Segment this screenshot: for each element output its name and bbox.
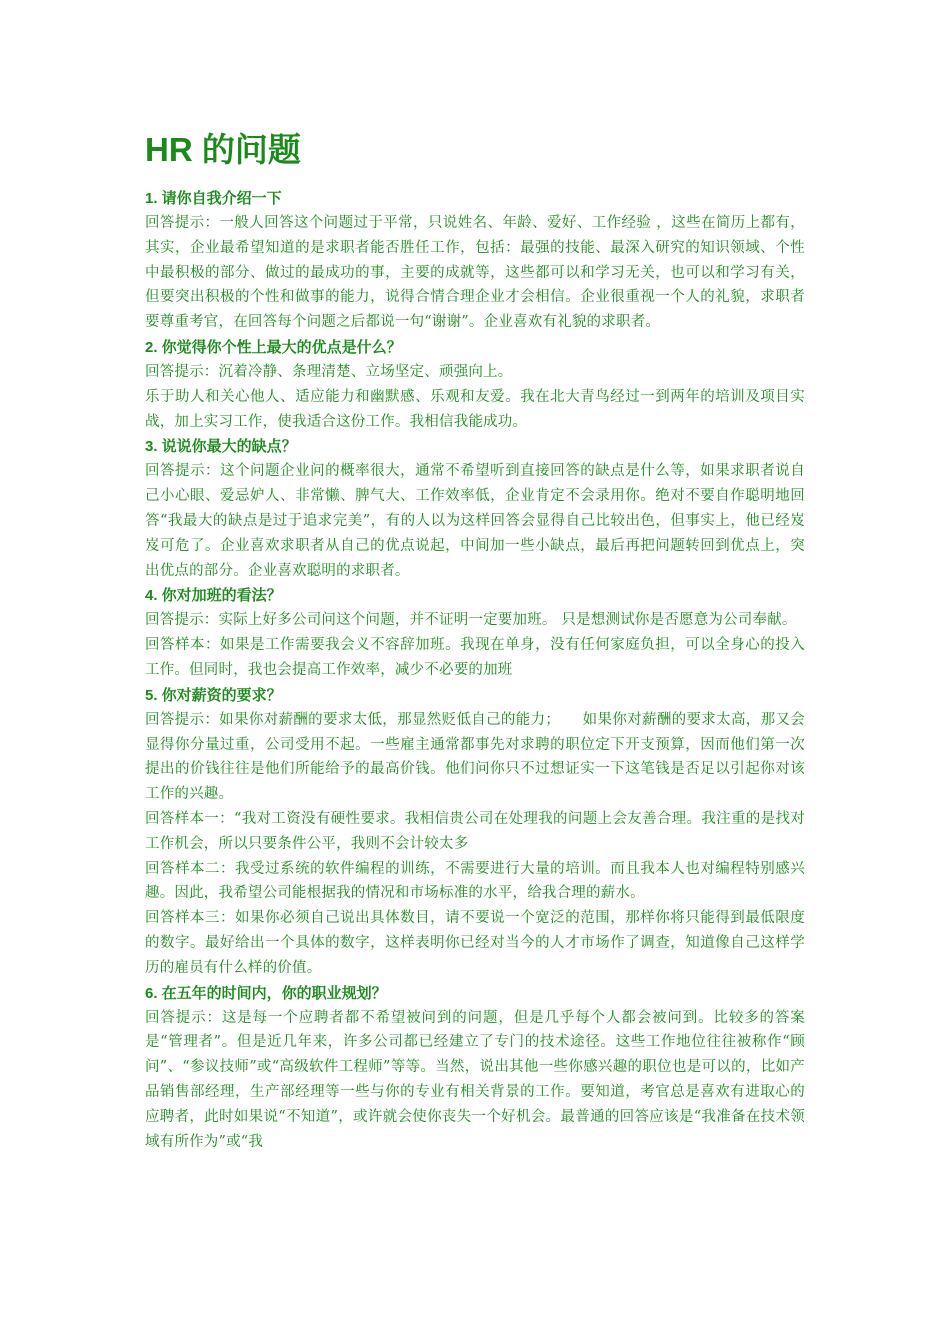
- question-heading: 4. 你对加班的看法？: [145, 587, 282, 605]
- document-title: HR 的问题: [145, 131, 301, 168]
- answer-paragraph: 回答提示：如果你对薪酬的要求太低，那显然贬低自己的能力； 如果你对薪酬的要求太高，那又会显得你分量过重，公司受用不起。一些雇主通常都事先对求聘的职位定下开支预算，因而他们第一次提出的价钱往往是他们所能给予的最高价钱。他们问你只不过想证实一下这笔钱是否足以引起你对该工作的兴趣。: [145, 711, 805, 803]
- answer-paragraph: 回答样本二：我受过系统的软件编程的训练，不需要进行大量的培训。而且我本人也对编程特别感兴趣。因此，我希望公司能根据我的情况和市场标准的水平，给我合理的薪水。: [145, 860, 805, 902]
- section-weaknesses: [145, 434, 805, 583]
- question-heading: 6. 在五年的时间内，你的职业规划？: [145, 984, 387, 1002]
- section-strengths: [145, 335, 805, 434]
- section-salary: [145, 683, 805, 981]
- question-heading: 3. 说说你最大的缺点？: [145, 438, 297, 456]
- section-overtime: [145, 583, 805, 682]
- question-heading: 5. 你对薪资的要求？: [145, 686, 282, 704]
- question-heading: 2. 你觉得你个性上最大的优点是什么？: [145, 338, 402, 356]
- answer-paragraph: 回答样本一：“我对工资没有硬性要求。我相信贵公司在处理我的问题上会友善合理。我注重的是找对工作机会，所以只要条件公平，我则不会计较太多: [145, 810, 805, 852]
- answer-paragraph: 回答提示：这个问题企业问的概率很大，通常不希望听到直接回答的缺点是什么等，如果求职者说自己小心眼、爱忌妒人、非常懒、脾气大、工作效率低，企业肯定不会录用你。绝对不要自作聪明地回答“我最大的缺点是过于追求完美”，有的人以为这样回答会显得自己比较出色，但事实上，他已经岌岌可危了。企业喜欢求职者从自己的优点说起，中间加一些小缺点，最后再把问题转回到优点上，突出优点的部分。企业喜欢聪明的求职者。: [145, 463, 805, 579]
- section-career-plan: [145, 981, 805, 1155]
- document-page: [145, 128, 805, 1154]
- answer-paragraph: 回答样本：如果是工作需要我会义不容辞加班。我现在单身，没有任何家庭负担，可以全身心的投入工作。但同时，我也会提高工作效率，减少不必要的加班: [145, 637, 805, 678]
- question-heading: 1. 请你自我介绍一下: [145, 190, 282, 207]
- section-self-introduction: [145, 186, 805, 335]
- answer-paragraph: 回答提示：沉着冷静、条理清楚、立场坚定、顽强向上。: [145, 363, 513, 380]
- answer-paragraph: 回答提示：一般人回答这个问题过于平常，只说姓名、年龄、爱好、工作经验 ，这些在简历上都有，其实，企业最希望知道的是求职者能否胜任工作，包括：最强的技能、最深入研究的知识领域、个性中最积极的部分、做过的最成功的事，主要的成就等，这些都可以和学习无关，也可以和学习有关，但要突出积极的个性和做事的能力，说得合情合理企业才会相信。企业很重视一个人的礼貌，求职者要尊重考官，在回答每个问题之后都说一句“谢谢”。企业喜欢有礼貌的求职者。: [145, 215, 805, 331]
- answer-paragraph: 回答样本三：如果你必须自己说出具体数目，请不要说一个宽泛的范围，那样你将只能得到最低限度的数字。最好给出一个具体的数字，这样表明你已经对当今的人才市场作了调查，知道像自己这样学历的雇员有什么样的价值。: [145, 910, 805, 976]
- answer-paragraph: 乐于助人和关心他人、适应能力和幽默感、乐观和友爱。我在北大青鸟经过一到两年的培训及项目实战，加上实习工作，使我适合这份工作。我相信我能成功。: [145, 388, 805, 430]
- answer-paragraph: 回答提示：这是每一个应聘者都不希望被问到的问题，但是几乎每个人都会被问到。比较多的答案是“管理者”。但是近几年来，许多公司都已经建立了专门的技术途径。这些工作地位往往被称作“顾问”、“参议技师”或“高级软件工程师”等等。当然，说出其他一些你感兴趣的职位也是可以的，比如产品销售部经理，生产部经理等一些与你的专业有相关背景的工作。要知道，考官总是喜欢有进取心的应聘者，此时如果说“不知道”，或许就会使你丧失一个好机会。最普通的回答应该是“我准备在技术领域有所作为”或“我: [145, 1009, 805, 1150]
- answer-paragraph: 回答提示：实际上好多公司问这个问题，并不证明一定要加班。 只是想测试你是否愿意为公司奉献。: [145, 612, 797, 629]
